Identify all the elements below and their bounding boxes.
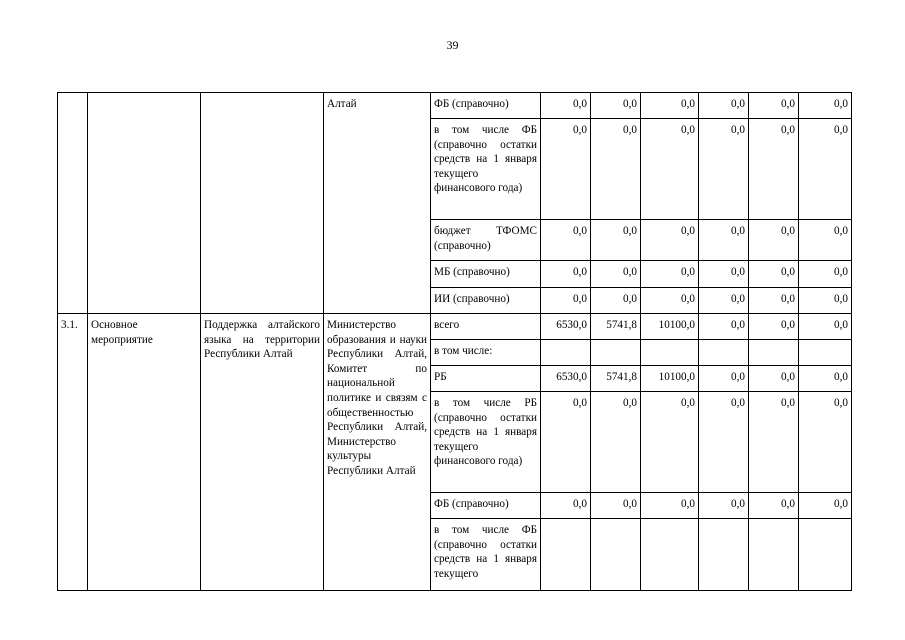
value-cell: 0,0: [799, 392, 852, 493]
value-cell: 0,0: [799, 288, 852, 314]
value-cell: 0,0: [749, 392, 799, 493]
funding-source-cell: ИИ (справочно): [431, 288, 541, 314]
value-cell: 0,0: [699, 93, 749, 119]
value-cell: 0,0: [799, 493, 852, 519]
value-cell: 0,0: [541, 119, 591, 220]
value-cell: [749, 519, 799, 591]
value-cell: 0,0: [699, 261, 749, 288]
value-cell: 0,0: [749, 119, 799, 220]
funding-source-cell: ФБ (справочно): [431, 493, 541, 519]
value-cell: [541, 340, 591, 366]
funding-source-cell: МБ (справочно): [431, 261, 541, 288]
value-cell: [541, 519, 591, 591]
value-cell: 0,0: [699, 220, 749, 261]
funding-source-cell: в том числе РБ (справочно остатки средств на 1 января текущего финансового года): [431, 392, 541, 493]
event-type-cell: [88, 93, 201, 314]
value-cell: 0,0: [641, 288, 699, 314]
value-cell: 0,0: [799, 93, 852, 119]
value-cell: 0,0: [799, 119, 852, 220]
page-number: 39: [446, 38, 459, 52]
value-cell: 0,0: [699, 314, 749, 340]
funding-source-cell: бюджет ТФОМС (справочно): [431, 220, 541, 261]
table-row: [58, 314, 852, 340]
value-cell: 0,0: [699, 288, 749, 314]
value-cell: [591, 340, 641, 366]
value-cell: 10100,0: [641, 314, 699, 340]
value-cell: 0,0: [749, 288, 799, 314]
value-cell: 0,0: [641, 392, 699, 493]
value-cell: 0,0: [591, 288, 641, 314]
value-cell: 0,0: [799, 220, 852, 261]
value-cell: 5741,8: [591, 366, 641, 392]
budget-table: [57, 92, 852, 591]
value-cell: 0,0: [641, 261, 699, 288]
value-cell: 0,0: [541, 261, 591, 288]
value-cell: 0,0: [641, 93, 699, 119]
value-cell: 0,0: [591, 261, 641, 288]
value-cell: 0,0: [699, 119, 749, 220]
value-cell: 0,0: [641, 119, 699, 220]
value-cell: 0,0: [591, 93, 641, 119]
funding-source-cell: РБ: [431, 366, 541, 392]
value-cell: 6530,0: [541, 366, 591, 392]
value-cell: 0,0: [541, 493, 591, 519]
value-cell: 0,0: [749, 493, 799, 519]
executor-cell: Алтай: [324, 93, 431, 314]
value-cell: 0,0: [699, 392, 749, 493]
value-cell: 0,0: [541, 220, 591, 261]
value-cell: 0,0: [749, 314, 799, 340]
value-cell: 0,0: [591, 119, 641, 220]
row-number-cell: 3.1.: [58, 314, 88, 591]
value-cell: 10100,0: [641, 366, 699, 392]
value-cell: 0,0: [799, 314, 852, 340]
value-cell: [799, 519, 852, 591]
value-cell: 0,0: [641, 493, 699, 519]
value-cell: 0,0: [749, 261, 799, 288]
value-cell: [591, 519, 641, 591]
row-number-cell: [58, 93, 88, 314]
value-cell: [641, 340, 699, 366]
funding-source-cell: ФБ (справочно): [431, 93, 541, 119]
value-cell: 0,0: [799, 366, 852, 392]
value-cell: [699, 519, 749, 591]
value-cell: 0,0: [749, 220, 799, 261]
funding-source-cell: всего: [431, 314, 541, 340]
executor-cell: Министерство образования и науки Республики Алтай, Комитет по национальной политике и связям с общественностью Республики Алтай, Министерство культуры Республики Алтай: [324, 314, 431, 591]
value-cell: [749, 340, 799, 366]
value-cell: [799, 340, 852, 366]
value-cell: [699, 340, 749, 366]
value-cell: 6530,0: [541, 314, 591, 340]
table-row: [58, 93, 852, 119]
funding-source-cell: в том числе:: [431, 340, 541, 366]
funding-source-cell: в том числе ФБ (справочно остатки средств на 1 января текущего: [431, 519, 541, 591]
value-cell: 0,0: [799, 261, 852, 288]
value-cell: 0,0: [591, 220, 641, 261]
value-cell: 5741,8: [591, 314, 641, 340]
value-cell: 0,0: [749, 366, 799, 392]
event-name-cell: [201, 93, 324, 314]
value-cell: 0,0: [699, 493, 749, 519]
value-cell: 0,0: [591, 392, 641, 493]
value-cell: [641, 519, 699, 591]
value-cell: 0,0: [641, 220, 699, 261]
funding-source-cell: в том числе ФБ (справочно остатки средств на 1 января текущего финансового года): [431, 119, 541, 220]
value-cell: 0,0: [749, 93, 799, 119]
event-type-cell: Основное мероприятие: [88, 314, 201, 591]
event-name-cell: Поддержка алтайского языка на территории Республики Алтай: [201, 314, 324, 591]
value-cell: 0,0: [591, 493, 641, 519]
value-cell: 0,0: [699, 366, 749, 392]
value-cell: 0,0: [541, 288, 591, 314]
value-cell: 0,0: [541, 392, 591, 493]
value-cell: 0,0: [541, 93, 591, 119]
